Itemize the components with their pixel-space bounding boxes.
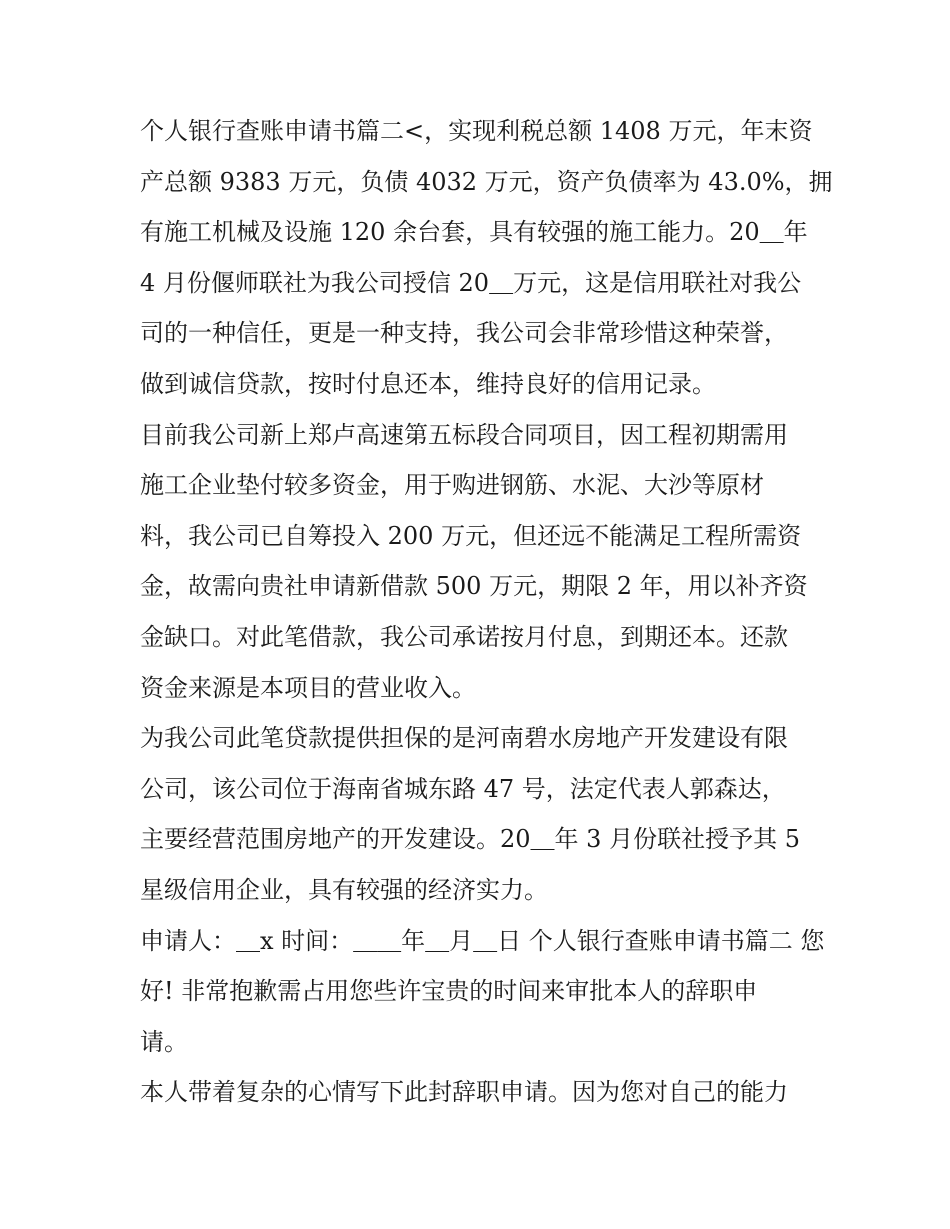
text-line: 金缺口。对此笔借款，我公司承诺按月付息，到期还本。还款: [140, 622, 788, 651]
text-line: 做到诚信贷款，按时付息还本，维持良好的信用记录。: [140, 369, 716, 398]
text-line: 有施工机械及设施 120 余台套，具有较强的施工能力。20＿年: [140, 218, 808, 247]
text-line: 主要经营范围房地产的开发建设。20＿年 3 月份联社授予其 5: [140, 825, 800, 854]
text-line: 料，我公司已自筹投入 200 万元，但还远不能满足工程所需资: [140, 521, 802, 550]
text-line: 金，故需向贵社申请新借款 500 万元，期限 2 年，用以补齐资: [140, 572, 808, 601]
text-line: 4 月份偃师联社为我公司授信 20＿万元，这是信用联社对我公: [140, 268, 802, 297]
text-line: 请。: [140, 1027, 188, 1056]
text-line: 公司，该公司位于海南省城东路 47 号，法定代表人郭森达，: [140, 774, 786, 803]
text-line: 目前我公司新上郑卢高速第五标段合同项目，因工程初期需用: [140, 420, 788, 449]
text-line: 个人银行查账申请书篇二<，实现利税总额 1408 万元，年末资: [140, 117, 813, 145]
text-line: 申请人：＿x 时间：＿＿年＿月＿日 个人银行查账申请书篇二 您: [140, 926, 825, 955]
text-line: 资金来源是本项目的营业收入。: [140, 673, 476, 702]
text-line: 本人带着复杂的心情写下此封辞职申请。因为您对自己的能力: [140, 1078, 788, 1107]
text-line: 施工企业垫付较多资金，用于购进钢筋、水泥、大沙等原材: [140, 471, 764, 500]
text-line: 星级信用企业，具有较强的经济实力。: [140, 875, 548, 904]
text-line: 好! 非常抱歉需占用您些许宝贵的时间来审批本人的辞职申: [140, 977, 758, 1006]
text-line: 产总额 9383 万元，负债 4032 万元，资产负债率为 43.0%，拥: [140, 167, 833, 196]
document-body: [140, 106, 833, 1118]
text-line: 司的一种信任，更是一种支持，我公司会非常珍惜这种荣誉，: [140, 319, 788, 348]
text-line: 为我公司此笔贷款提供担保的是河南碧水房地产开发建设有限: [140, 724, 788, 753]
